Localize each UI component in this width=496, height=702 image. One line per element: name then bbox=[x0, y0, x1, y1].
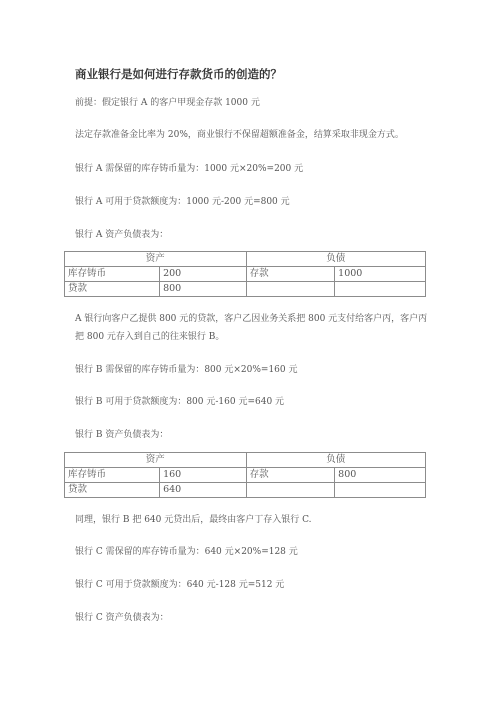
table-cell: 存款 bbox=[246, 468, 335, 483]
table-cell: 库存铸币 bbox=[65, 267, 160, 282]
table-row bbox=[65, 282, 426, 297]
bank-b-reserve-text: 银行 B 需保留的库存铸币量为：800 元×20%=160 元 bbox=[75, 365, 298, 375]
table-cell: 1000 bbox=[335, 267, 426, 282]
table-cell bbox=[246, 483, 335, 498]
assets-header: 资产 bbox=[65, 453, 247, 468]
table-row bbox=[65, 468, 426, 483]
table-row bbox=[65, 267, 426, 282]
table-header-row bbox=[65, 252, 426, 267]
bank-a-table-intro: 银行 A 资产负债表为： bbox=[75, 230, 169, 240]
premise-text: 前提：假定银行 A 的客户甲现金存款 1000 元 bbox=[75, 98, 260, 108]
bank-c-reserve-text: 银行 C 需保留的库存铸币量为：640 元×20%=128 元 bbox=[75, 547, 298, 557]
table-cell: 800 bbox=[160, 282, 246, 297]
table-cell: 800 bbox=[335, 468, 426, 483]
table-cell: 库存铸币 bbox=[65, 468, 160, 483]
loan-to-bank-b-text: A 银行向客户乙提供 800 元的贷款，客户乙因业务关系把 800 元支付给客户丙，客户丙把 800 元存入到自己的往来银行 B。 bbox=[75, 314, 428, 342]
bank-a-reserve-text: 银行 A 需保留的库存铸币量为：1000 元×20%=200 元 bbox=[75, 164, 304, 174]
assets-header: 资产 bbox=[65, 252, 247, 267]
bank-b-loan-text: 银行 B 可用于贷款额度为：800 元-160 元=640 元 bbox=[75, 397, 285, 407]
table-cell: 贷款 bbox=[65, 483, 160, 498]
reserve-ratio-text: 法定存款准备金比率为 20%，商业银行不保留超额准备金，结算采取非现金方式。 bbox=[75, 130, 404, 140]
table-cell: 存款 bbox=[246, 267, 335, 282]
liabilities-header: 负债 bbox=[246, 252, 425, 267]
table-cell bbox=[246, 282, 335, 297]
bank-b-balance-sheet bbox=[64, 452, 426, 498]
table-cell: 640 bbox=[160, 483, 246, 498]
bank-a-loan-text: 银行 A 可用于贷款额度为：1000 元-200 元=800 元 bbox=[75, 197, 290, 207]
bank-b-table-intro: 银行 B 资产负债表为： bbox=[75, 430, 169, 440]
liabilities-header: 负债 bbox=[246, 453, 425, 468]
loan-to-bank-c-text: 同理，银行 B 把 640 元贷出后，最终由客户丁存入银行 C. bbox=[75, 515, 312, 525]
table-cell: 160 bbox=[160, 468, 246, 483]
table-header-row bbox=[65, 453, 426, 468]
bank-a-balance-sheet bbox=[64, 251, 426, 297]
bank-c-table-intro: 银行 C 资产负债表为： bbox=[75, 613, 169, 623]
page-title: 商业银行是如何进行存款货币的创造的？ bbox=[75, 67, 282, 81]
table-cell bbox=[335, 483, 426, 498]
table-cell: 贷款 bbox=[65, 282, 160, 297]
table-row bbox=[65, 483, 426, 498]
table-cell: 200 bbox=[160, 267, 246, 282]
bank-c-loan-text: 银行 C 可用于贷款额度为：640 元-128 元=512 元 bbox=[75, 580, 285, 590]
table-cell bbox=[335, 282, 426, 297]
